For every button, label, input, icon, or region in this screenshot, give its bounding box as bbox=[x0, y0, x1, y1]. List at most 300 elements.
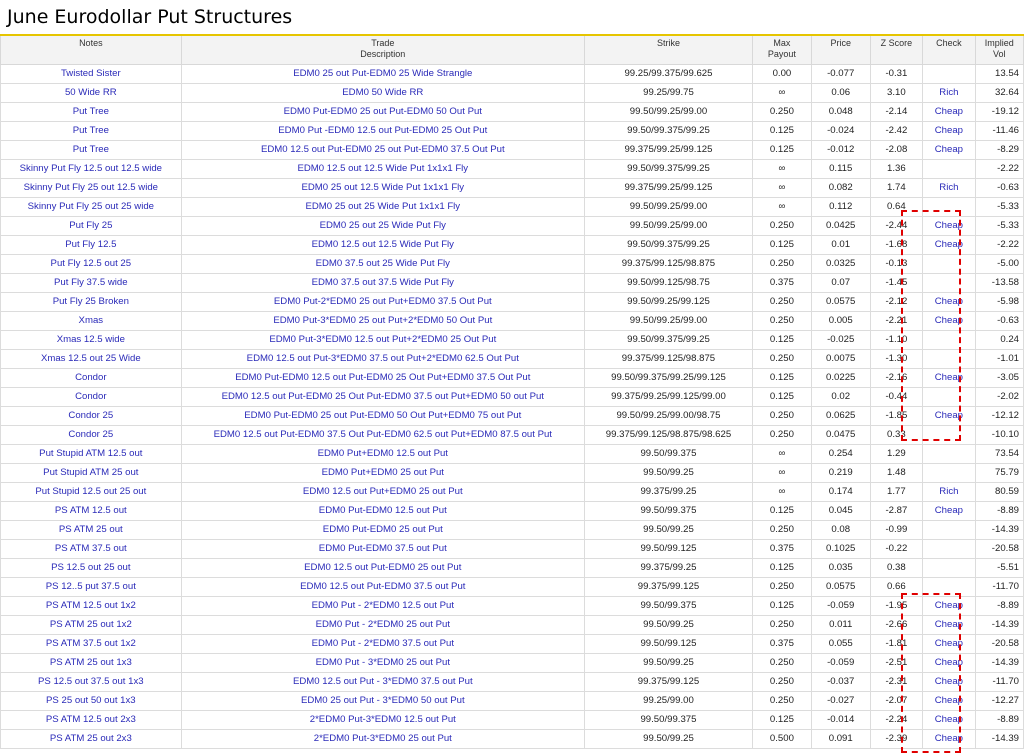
cell-notes[interactable]: Twisted Sister bbox=[1, 65, 182, 84]
table-row[interactable] bbox=[1, 255, 1024, 274]
cell-max-payout[interactable]: ∞ bbox=[753, 464, 812, 483]
cell-trade-description[interactable]: EDM0 50 Wide RR bbox=[181, 84, 584, 103]
cell-max-payout[interactable]: 0.250 bbox=[753, 521, 812, 540]
cell-z-score[interactable]: -2.42 bbox=[870, 122, 923, 141]
cell-strike[interactable]: 99.50/99.375/99.25 bbox=[584, 236, 752, 255]
cell-price[interactable]: 0.0575 bbox=[811, 293, 870, 312]
cell-strike[interactable]: 99.375/99.25/99.125/99.00 bbox=[584, 388, 752, 407]
cell-z-score[interactable]: -1.10 bbox=[870, 331, 923, 350]
cell-strike[interactable]: 99.50/99.125 bbox=[584, 540, 752, 559]
cell-notes[interactable]: PS ATM 25 out bbox=[1, 521, 182, 540]
cell-price[interactable]: 0.0425 bbox=[811, 217, 870, 236]
cell-trade-description[interactable]: 2*EDM0 Put-3*EDM0 12.5 out Put bbox=[181, 711, 584, 730]
cell-check[interactable]: Rich bbox=[923, 84, 976, 103]
cell-strike[interactable]: 99.375/99.125/98.875/98.625 bbox=[584, 426, 752, 445]
cell-z-score[interactable]: -2.31 bbox=[870, 673, 923, 692]
table-row[interactable] bbox=[1, 711, 1024, 730]
cell-z-score[interactable]: 3.10 bbox=[870, 84, 923, 103]
cell-notes[interactable]: PS 25 out 50 out 1x3 bbox=[1, 692, 182, 711]
cell-z-score[interactable]: -2.66 bbox=[870, 616, 923, 635]
cell-z-score[interactable]: -2.07 bbox=[870, 692, 923, 711]
cell-max-payout[interactable]: 0.250 bbox=[753, 616, 812, 635]
cell-price[interactable]: 0.254 bbox=[811, 445, 870, 464]
table-row[interactable] bbox=[1, 502, 1024, 521]
cell-check[interactable]: Cheap bbox=[923, 635, 976, 654]
cell-notes[interactable]: Skinny Put Fly 12.5 out 12.5 wide bbox=[1, 160, 182, 179]
table-row[interactable] bbox=[1, 122, 1024, 141]
cell-price[interactable]: 0.0325 bbox=[811, 255, 870, 274]
cell-check[interactable]: Cheap bbox=[923, 312, 976, 331]
cell-strike[interactable]: 99.375/99.25 bbox=[584, 483, 752, 502]
cell-check[interactable] bbox=[923, 388, 976, 407]
cell-max-payout[interactable]: 0.125 bbox=[753, 236, 812, 255]
table-row[interactable] bbox=[1, 103, 1024, 122]
table-row[interactable] bbox=[1, 540, 1024, 559]
cell-strike[interactable]: 99.375/99.125 bbox=[584, 673, 752, 692]
table-row[interactable] bbox=[1, 274, 1024, 293]
cell-price[interactable]: -0.027 bbox=[811, 692, 870, 711]
cell-implied-vol[interactable]: -11.46 bbox=[975, 122, 1023, 141]
cell-price[interactable]: -0.059 bbox=[811, 654, 870, 673]
table-row[interactable] bbox=[1, 464, 1024, 483]
cell-check[interactable]: Cheap bbox=[923, 730, 976, 749]
cell-notes[interactable]: Put Fly 25 Broken bbox=[1, 293, 182, 312]
cell-max-payout[interactable]: 0.250 bbox=[753, 293, 812, 312]
cell-strike[interactable]: 99.50/99.375 bbox=[584, 502, 752, 521]
cell-trade-description[interactable]: EDM0 Put-3*EDM0 25 out Put+2*EDM0 50 Out Put bbox=[181, 312, 584, 331]
cell-strike[interactable]: 99.375/99.25/99.125 bbox=[584, 141, 752, 160]
cell-strike[interactable]: 99.50/99.125 bbox=[584, 635, 752, 654]
cell-z-score[interactable]: 0.66 bbox=[870, 578, 923, 597]
cell-trade-description[interactable]: EDM0 12.5 out 12.5 Wide Put Fly bbox=[181, 236, 584, 255]
cell-max-payout[interactable]: 0.125 bbox=[753, 711, 812, 730]
table-row[interactable] bbox=[1, 312, 1024, 331]
cell-implied-vol[interactable]: -5.33 bbox=[975, 198, 1023, 217]
table-row[interactable] bbox=[1, 654, 1024, 673]
cell-strike[interactable]: 99.375/99.125/98.875 bbox=[584, 255, 752, 274]
cell-check[interactable] bbox=[923, 464, 976, 483]
cell-notes[interactable]: Xmas 12.5 wide bbox=[1, 331, 182, 350]
cell-price[interactable]: 0.0075 bbox=[811, 350, 870, 369]
cell-max-payout[interactable]: 0.250 bbox=[753, 654, 812, 673]
cell-trade-description[interactable]: EDM0 Put - 2*EDM0 37.5 out Put bbox=[181, 635, 584, 654]
cell-notes[interactable]: Put Stupid 12.5 out 25 out bbox=[1, 483, 182, 502]
table-row[interactable] bbox=[1, 198, 1024, 217]
cell-implied-vol[interactable]: -3.05 bbox=[975, 369, 1023, 388]
cell-z-score[interactable]: -0.99 bbox=[870, 521, 923, 540]
cell-notes[interactable]: Xmas bbox=[1, 312, 182, 331]
cell-price[interactable]: 0.0225 bbox=[811, 369, 870, 388]
cell-trade-description[interactable]: EDM0 12.5 out Put-3*EDM0 37.5 out Put+2*EDM0 62.5 Out Put bbox=[181, 350, 584, 369]
cell-price[interactable]: -0.014 bbox=[811, 711, 870, 730]
cell-trade-description[interactable]: EDM0 Put - 3*EDM0 25 out Put bbox=[181, 654, 584, 673]
cell-strike[interactable]: 99.25/99.00 bbox=[584, 692, 752, 711]
cell-strike[interactable]: 99.50/99.25/99.00 bbox=[584, 312, 752, 331]
cell-notes[interactable]: Skinny Put Fly 25 out 12.5 wide bbox=[1, 179, 182, 198]
cell-notes[interactable]: PS ATM 37.5 out bbox=[1, 540, 182, 559]
cell-implied-vol[interactable]: -5.98 bbox=[975, 293, 1023, 312]
cell-check[interactable]: Cheap bbox=[923, 141, 976, 160]
cell-max-payout[interactable]: ∞ bbox=[753, 160, 812, 179]
cell-z-score[interactable]: 1.36 bbox=[870, 160, 923, 179]
cell-implied-vol[interactable]: -2.02 bbox=[975, 388, 1023, 407]
cell-max-payout[interactable]: 0.250 bbox=[753, 407, 812, 426]
cell-strike[interactable]: 99.50/99.375/99.25 bbox=[584, 122, 752, 141]
cell-implied-vol[interactable]: -5.33 bbox=[975, 217, 1023, 236]
cell-max-payout[interactable]: 0.125 bbox=[753, 502, 812, 521]
cell-implied-vol[interactable]: -2.22 bbox=[975, 236, 1023, 255]
table-row[interactable] bbox=[1, 673, 1024, 692]
table-row[interactable] bbox=[1, 141, 1024, 160]
cell-implied-vol[interactable]: -20.58 bbox=[975, 635, 1023, 654]
cell-notes[interactable]: Put Fly 12.5 bbox=[1, 236, 182, 255]
cell-check[interactable]: Cheap bbox=[923, 103, 976, 122]
cell-strike[interactable]: 99.50/99.25 bbox=[584, 730, 752, 749]
cell-implied-vol[interactable]: -14.39 bbox=[975, 730, 1023, 749]
cell-implied-vol[interactable]: -13.58 bbox=[975, 274, 1023, 293]
cell-implied-vol[interactable]: -2.22 bbox=[975, 160, 1023, 179]
cell-implied-vol[interactable]: -8.89 bbox=[975, 711, 1023, 730]
cell-z-score[interactable]: -2.08 bbox=[870, 141, 923, 160]
cell-trade-description[interactable]: EDM0 25 out Put - 3*EDM0 50 out Put bbox=[181, 692, 584, 711]
cell-check[interactable] bbox=[923, 540, 976, 559]
cell-z-score[interactable]: 1.48 bbox=[870, 464, 923, 483]
cell-notes[interactable]: PS 12..5 put 37.5 out bbox=[1, 578, 182, 597]
cell-check[interactable]: Cheap bbox=[923, 122, 976, 141]
cell-max-payout[interactable]: 0.250 bbox=[753, 673, 812, 692]
cell-strike[interactable]: 99.375/99.25 bbox=[584, 559, 752, 578]
cell-strike[interactable]: 99.50/99.375/99.25/99.125 bbox=[584, 369, 752, 388]
cell-trade-description[interactable]: EDM0 Put+EDM0 12.5 out Put bbox=[181, 445, 584, 464]
table-row[interactable] bbox=[1, 483, 1024, 502]
cell-z-score[interactable]: -0.13 bbox=[870, 255, 923, 274]
cell-notes[interactable]: PS 12.5 out 37.5 out 1x3 bbox=[1, 673, 182, 692]
cell-price[interactable]: 0.048 bbox=[811, 103, 870, 122]
cell-strike[interactable]: 99.50/99.25/99.00/98.75 bbox=[584, 407, 752, 426]
cell-trade-description[interactable]: EDM0 12.5 out Put-EDM0 25 out Put bbox=[181, 559, 584, 578]
cell-trade-description[interactable]: EDM0 25 out 25 Wide Put Fly bbox=[181, 217, 584, 236]
cell-price[interactable]: 0.02 bbox=[811, 388, 870, 407]
table-row[interactable] bbox=[1, 578, 1024, 597]
cell-notes[interactable]: PS 12.5 out 25 out bbox=[1, 559, 182, 578]
cell-strike[interactable]: 99.50/99.25/99.00 bbox=[584, 198, 752, 217]
cell-implied-vol[interactable]: -20.58 bbox=[975, 540, 1023, 559]
cell-z-score[interactable]: -2.21 bbox=[870, 312, 923, 331]
cell-price[interactable]: 0.035 bbox=[811, 559, 870, 578]
cell-price[interactable]: -0.025 bbox=[811, 331, 870, 350]
cell-max-payout[interactable]: 0.375 bbox=[753, 635, 812, 654]
cell-strike[interactable]: 99.50/99.25/99.00 bbox=[584, 103, 752, 122]
cell-implied-vol[interactable]: -12.27 bbox=[975, 692, 1023, 711]
cell-check[interactable]: Cheap bbox=[923, 293, 976, 312]
cell-notes[interactable]: PS ATM 25 out 1x2 bbox=[1, 616, 182, 635]
cell-notes[interactable]: 50 Wide RR bbox=[1, 84, 182, 103]
cell-implied-vol[interactable]: -1.01 bbox=[975, 350, 1023, 369]
cell-trade-description[interactable]: EDM0 12.5 out Put-EDM0 37.5 Out Put-EDM0 62.5 out Put+EDM0 87.5 out Put bbox=[181, 426, 584, 445]
cell-trade-description[interactable]: EDM0 12.5 out Put-EDM0 25 out Put-EDM0 37.5 Out Put bbox=[181, 141, 584, 160]
cell-implied-vol[interactable]: -5.51 bbox=[975, 559, 1023, 578]
cell-price[interactable]: 0.06 bbox=[811, 84, 870, 103]
cell-check[interactable]: Cheap bbox=[923, 616, 976, 635]
cell-price[interactable]: 0.045 bbox=[811, 502, 870, 521]
cell-implied-vol[interactable]: -0.63 bbox=[975, 179, 1023, 198]
cell-check[interactable] bbox=[923, 331, 976, 350]
cell-max-payout[interactable]: 0.125 bbox=[753, 122, 812, 141]
cell-strike[interactable]: 99.50/99.25 bbox=[584, 464, 752, 483]
cell-max-payout[interactable]: 0.250 bbox=[753, 312, 812, 331]
cell-max-payout[interactable]: 0.250 bbox=[753, 426, 812, 445]
cell-notes[interactable]: Condor bbox=[1, 388, 182, 407]
cell-price[interactable]: 0.091 bbox=[811, 730, 870, 749]
table-row[interactable] bbox=[1, 521, 1024, 540]
cell-trade-description[interactable]: EDM0 12.5 out 12.5 Wide Put 1x1x1 Fly bbox=[181, 160, 584, 179]
cell-strike[interactable]: 99.375/99.125/98.875 bbox=[584, 350, 752, 369]
table-row[interactable] bbox=[1, 179, 1024, 198]
cell-price[interactable]: 0.174 bbox=[811, 483, 870, 502]
cell-notes[interactable]: Put Tree bbox=[1, 103, 182, 122]
cell-price[interactable]: 0.082 bbox=[811, 179, 870, 198]
cell-price[interactable]: 0.011 bbox=[811, 616, 870, 635]
cell-notes[interactable]: Put Fly 12.5 out 25 bbox=[1, 255, 182, 274]
cell-price[interactable]: 0.112 bbox=[811, 198, 870, 217]
cell-z-score[interactable]: 0.64 bbox=[870, 198, 923, 217]
cell-z-score[interactable]: 1.74 bbox=[870, 179, 923, 198]
cell-trade-description[interactable]: EDM0 25 out 25 Wide Put 1x1x1 Fly bbox=[181, 198, 584, 217]
cell-trade-description[interactable]: EDM0 Put-2*EDM0 25 out Put+EDM0 37.5 Out Put bbox=[181, 293, 584, 312]
cell-price[interactable]: 0.219 bbox=[811, 464, 870, 483]
table-row[interactable] bbox=[1, 635, 1024, 654]
cell-implied-vol[interactable]: -8.29 bbox=[975, 141, 1023, 160]
cell-z-score[interactable]: -2.39 bbox=[870, 730, 923, 749]
cell-trade-description[interactable]: EDM0 Put-EDM0 25 out Put-EDM0 50 Out Put+EDM0 75 out Put bbox=[181, 407, 584, 426]
cell-z-score[interactable]: -1.81 bbox=[870, 635, 923, 654]
cell-max-payout[interactable]: 0.00 bbox=[753, 65, 812, 84]
table-row[interactable] bbox=[1, 730, 1024, 749]
cell-implied-vol[interactable]: -0.63 bbox=[975, 312, 1023, 331]
cell-implied-vol[interactable]: -14.39 bbox=[975, 616, 1023, 635]
cell-strike[interactable]: 99.50/99.25 bbox=[584, 521, 752, 540]
cell-check[interactable]: Cheap bbox=[923, 692, 976, 711]
cell-max-payout[interactable]: 0.125 bbox=[753, 388, 812, 407]
cell-strike[interactable]: 99.50/99.125/98.75 bbox=[584, 274, 752, 293]
cell-implied-vol[interactable]: -14.39 bbox=[975, 654, 1023, 673]
cell-max-payout[interactable]: 0.375 bbox=[753, 540, 812, 559]
cell-trade-description[interactable]: EDM0 Put -EDM0 12.5 out Put-EDM0 25 Out Put bbox=[181, 122, 584, 141]
cell-z-score[interactable]: 0.33 bbox=[870, 426, 923, 445]
cell-max-payout[interactable]: ∞ bbox=[753, 198, 812, 217]
cell-price[interactable]: 0.0625 bbox=[811, 407, 870, 426]
table-row[interactable] bbox=[1, 331, 1024, 350]
cell-trade-description[interactable]: EDM0 Put - 2*EDM0 25 out Put bbox=[181, 616, 584, 635]
cell-max-payout[interactable]: 0.250 bbox=[753, 692, 812, 711]
table-row[interactable] bbox=[1, 445, 1024, 464]
cell-check[interactable]: Cheap bbox=[923, 654, 976, 673]
cell-check[interactable] bbox=[923, 559, 976, 578]
cell-check[interactable]: Cheap bbox=[923, 236, 976, 255]
cell-price[interactable]: 0.055 bbox=[811, 635, 870, 654]
cell-trade-description[interactable]: EDM0 12.5 out Put-EDM0 25 Out Put-EDM0 37.5 out Put+EDM0 50 out Put bbox=[181, 388, 584, 407]
cell-max-payout[interactable]: ∞ bbox=[753, 179, 812, 198]
cell-strike[interactable]: 99.50/99.25 bbox=[584, 616, 752, 635]
cell-implied-vol[interactable]: -11.70 bbox=[975, 578, 1023, 597]
cell-notes[interactable]: Xmas 12.5 out 25 Wide bbox=[1, 350, 182, 369]
cell-implied-vol[interactable]: -19.12 bbox=[975, 103, 1023, 122]
cell-z-score[interactable]: -1.85 bbox=[870, 407, 923, 426]
table-row[interactable] bbox=[1, 559, 1024, 578]
cell-check[interactable]: Rich bbox=[923, 179, 976, 198]
cell-trade-description[interactable]: 2*EDM0 Put-3*EDM0 25 out Put bbox=[181, 730, 584, 749]
cell-notes[interactable]: Condor 25 bbox=[1, 407, 182, 426]
cell-check[interactable]: Cheap bbox=[923, 597, 976, 616]
cell-check[interactable]: Cheap bbox=[923, 673, 976, 692]
cell-implied-vol[interactable]: -14.39 bbox=[975, 521, 1023, 540]
cell-price[interactable]: -0.024 bbox=[811, 122, 870, 141]
cell-price[interactable]: -0.077 bbox=[811, 65, 870, 84]
cell-implied-vol[interactable]: -10.10 bbox=[975, 426, 1023, 445]
cell-notes[interactable]: Condor bbox=[1, 369, 182, 388]
cell-z-score[interactable]: -2.24 bbox=[870, 711, 923, 730]
cell-z-score[interactable]: -2.16 bbox=[870, 369, 923, 388]
cell-price[interactable]: 0.07 bbox=[811, 274, 870, 293]
cell-max-payout[interactable]: 0.250 bbox=[753, 217, 812, 236]
cell-check[interactable] bbox=[923, 578, 976, 597]
cell-check[interactable]: Cheap bbox=[923, 502, 976, 521]
cell-strike[interactable]: 99.25/99.375/99.625 bbox=[584, 65, 752, 84]
cell-z-score[interactable]: 0.38 bbox=[870, 559, 923, 578]
cell-trade-description[interactable]: EDM0 Put+EDM0 25 out Put bbox=[181, 464, 584, 483]
table-row[interactable] bbox=[1, 407, 1024, 426]
cell-max-payout[interactable]: 0.125 bbox=[753, 559, 812, 578]
cell-implied-vol[interactable]: 0.24 bbox=[975, 331, 1023, 350]
cell-max-payout[interactable]: 0.500 bbox=[753, 730, 812, 749]
cell-implied-vol[interactable]: 13.54 bbox=[975, 65, 1023, 84]
cell-price[interactable]: -0.037 bbox=[811, 673, 870, 692]
cell-notes[interactable]: Condor 25 bbox=[1, 426, 182, 445]
table-row[interactable] bbox=[1, 426, 1024, 445]
cell-check[interactable] bbox=[923, 198, 976, 217]
cell-implied-vol[interactable]: 75.79 bbox=[975, 464, 1023, 483]
cell-z-score[interactable]: -0.44 bbox=[870, 388, 923, 407]
cell-notes[interactable]: Skinny Put Fly 25 out 25 wide bbox=[1, 198, 182, 217]
table-row[interactable] bbox=[1, 236, 1024, 255]
cell-implied-vol[interactable]: -11.70 bbox=[975, 673, 1023, 692]
cell-check[interactable]: Cheap bbox=[923, 407, 976, 426]
cell-z-score[interactable]: -1.95 bbox=[870, 597, 923, 616]
cell-notes[interactable]: PS ATM 37.5 out 1x2 bbox=[1, 635, 182, 654]
cell-strike[interactable]: 99.50/99.375 bbox=[584, 597, 752, 616]
cell-price[interactable]: 0.0575 bbox=[811, 578, 870, 597]
cell-strike[interactable]: 99.375/99.125 bbox=[584, 578, 752, 597]
cell-trade-description[interactable]: EDM0 25 out Put-EDM0 25 Wide Strangle bbox=[181, 65, 584, 84]
cell-check[interactable]: Cheap bbox=[923, 217, 976, 236]
cell-check[interactable]: Cheap bbox=[923, 711, 976, 730]
cell-strike[interactable]: 99.25/99.75 bbox=[584, 84, 752, 103]
cell-trade-description[interactable]: EDM0 Put-EDM0 37.5 out Put bbox=[181, 540, 584, 559]
cell-z-score[interactable]: -2.14 bbox=[870, 103, 923, 122]
cell-trade-description[interactable]: EDM0 Put-EDM0 25 out Put-EDM0 50 Out Put bbox=[181, 103, 584, 122]
cell-trade-description[interactable]: EDM0 12.5 out Put-EDM0 37.5 out Put bbox=[181, 578, 584, 597]
cell-max-payout[interactable]: ∞ bbox=[753, 483, 812, 502]
cell-notes[interactable]: PS ATM 25 out 1x3 bbox=[1, 654, 182, 673]
cell-trade-description[interactable]: EDM0 12.5 out Put - 3*EDM0 37.5 out Put bbox=[181, 673, 584, 692]
cell-max-payout[interactable]: 0.250 bbox=[753, 350, 812, 369]
cell-notes[interactable]: Put Fly 37.5 wide bbox=[1, 274, 182, 293]
cell-max-payout[interactable]: 0.125 bbox=[753, 331, 812, 350]
cell-check[interactable] bbox=[923, 160, 976, 179]
table-row[interactable] bbox=[1, 369, 1024, 388]
cell-strike[interactable]: 99.375/99.25/99.125 bbox=[584, 179, 752, 198]
cell-notes[interactable]: Put Fly 25 bbox=[1, 217, 182, 236]
table-row[interactable] bbox=[1, 597, 1024, 616]
cell-max-payout[interactable]: 0.125 bbox=[753, 597, 812, 616]
table-row[interactable] bbox=[1, 350, 1024, 369]
cell-trade-description[interactable]: EDM0 Put - 2*EDM0 12.5 out Put bbox=[181, 597, 584, 616]
cell-implied-vol[interactable]: -5.00 bbox=[975, 255, 1023, 274]
cell-strike[interactable]: 99.50/99.25/99.00 bbox=[584, 217, 752, 236]
cell-strike[interactable]: 99.50/99.25 bbox=[584, 654, 752, 673]
cell-z-score[interactable]: -2.51 bbox=[870, 654, 923, 673]
table-row[interactable] bbox=[1, 84, 1024, 103]
cell-implied-vol[interactable]: -12.12 bbox=[975, 407, 1023, 426]
cell-trade-description[interactable]: EDM0 12.5 out Put+EDM0 25 out Put bbox=[181, 483, 584, 502]
cell-z-score[interactable]: -0.31 bbox=[870, 65, 923, 84]
cell-check[interactable] bbox=[923, 65, 976, 84]
cell-strike[interactable]: 99.50/99.375 bbox=[584, 445, 752, 464]
cell-notes[interactable]: PS ATM 25 out 2x3 bbox=[1, 730, 182, 749]
cell-check[interactable] bbox=[923, 350, 976, 369]
cell-check[interactable]: Cheap bbox=[923, 369, 976, 388]
cell-implied-vol[interactable]: 80.59 bbox=[975, 483, 1023, 502]
cell-max-payout[interactable]: 0.250 bbox=[753, 578, 812, 597]
cell-z-score[interactable]: -2.44 bbox=[870, 217, 923, 236]
cell-price[interactable]: 0.08 bbox=[811, 521, 870, 540]
cell-check[interactable] bbox=[923, 445, 976, 464]
cell-z-score[interactable]: -1.68 bbox=[870, 236, 923, 255]
cell-max-payout[interactable]: ∞ bbox=[753, 84, 812, 103]
cell-trade-description[interactable]: EDM0 Put-EDM0 25 out Put bbox=[181, 521, 584, 540]
cell-implied-vol[interactable]: -8.89 bbox=[975, 502, 1023, 521]
cell-max-payout[interactable]: 0.125 bbox=[753, 141, 812, 160]
cell-price[interactable]: 0.0475 bbox=[811, 426, 870, 445]
cell-max-payout[interactable]: 0.375 bbox=[753, 274, 812, 293]
cell-notes[interactable]: Put Stupid ATM 25 out bbox=[1, 464, 182, 483]
cell-z-score[interactable]: 1.77 bbox=[870, 483, 923, 502]
cell-price[interactable]: 0.115 bbox=[811, 160, 870, 179]
cell-check[interactable] bbox=[923, 426, 976, 445]
cell-check[interactable]: Rich bbox=[923, 483, 976, 502]
table-row[interactable] bbox=[1, 65, 1024, 84]
cell-strike[interactable]: 99.50/99.25/99.125 bbox=[584, 293, 752, 312]
cell-max-payout[interactable]: 0.250 bbox=[753, 103, 812, 122]
cell-trade-description[interactable]: EDM0 37.5 out 25 Wide Put Fly bbox=[181, 255, 584, 274]
cell-price[interactable]: -0.012 bbox=[811, 141, 870, 160]
cell-z-score[interactable]: -1.45 bbox=[870, 274, 923, 293]
table-row[interactable] bbox=[1, 616, 1024, 635]
cell-z-score[interactable]: -0.22 bbox=[870, 540, 923, 559]
cell-check[interactable] bbox=[923, 255, 976, 274]
cell-z-score[interactable]: -2.87 bbox=[870, 502, 923, 521]
cell-price[interactable]: -0.059 bbox=[811, 597, 870, 616]
cell-notes[interactable]: PS ATM 12.5 out bbox=[1, 502, 182, 521]
cell-trade-description[interactable]: EDM0 25 out 12.5 Wide Put 1x1x1 Fly bbox=[181, 179, 584, 198]
cell-max-payout[interactable]: 0.125 bbox=[753, 369, 812, 388]
cell-trade-description[interactable]: EDM0 Put-3*EDM0 12.5 out Put+2*EDM0 25 Out Put bbox=[181, 331, 584, 350]
cell-notes[interactable]: Put Stupid ATM 12.5 out bbox=[1, 445, 182, 464]
table-row[interactable] bbox=[1, 293, 1024, 312]
cell-notes[interactable]: Put Tree bbox=[1, 141, 182, 160]
cell-trade-description[interactable]: EDM0 Put-EDM0 12.5 out Put bbox=[181, 502, 584, 521]
cell-z-score[interactable]: -1.30 bbox=[870, 350, 923, 369]
